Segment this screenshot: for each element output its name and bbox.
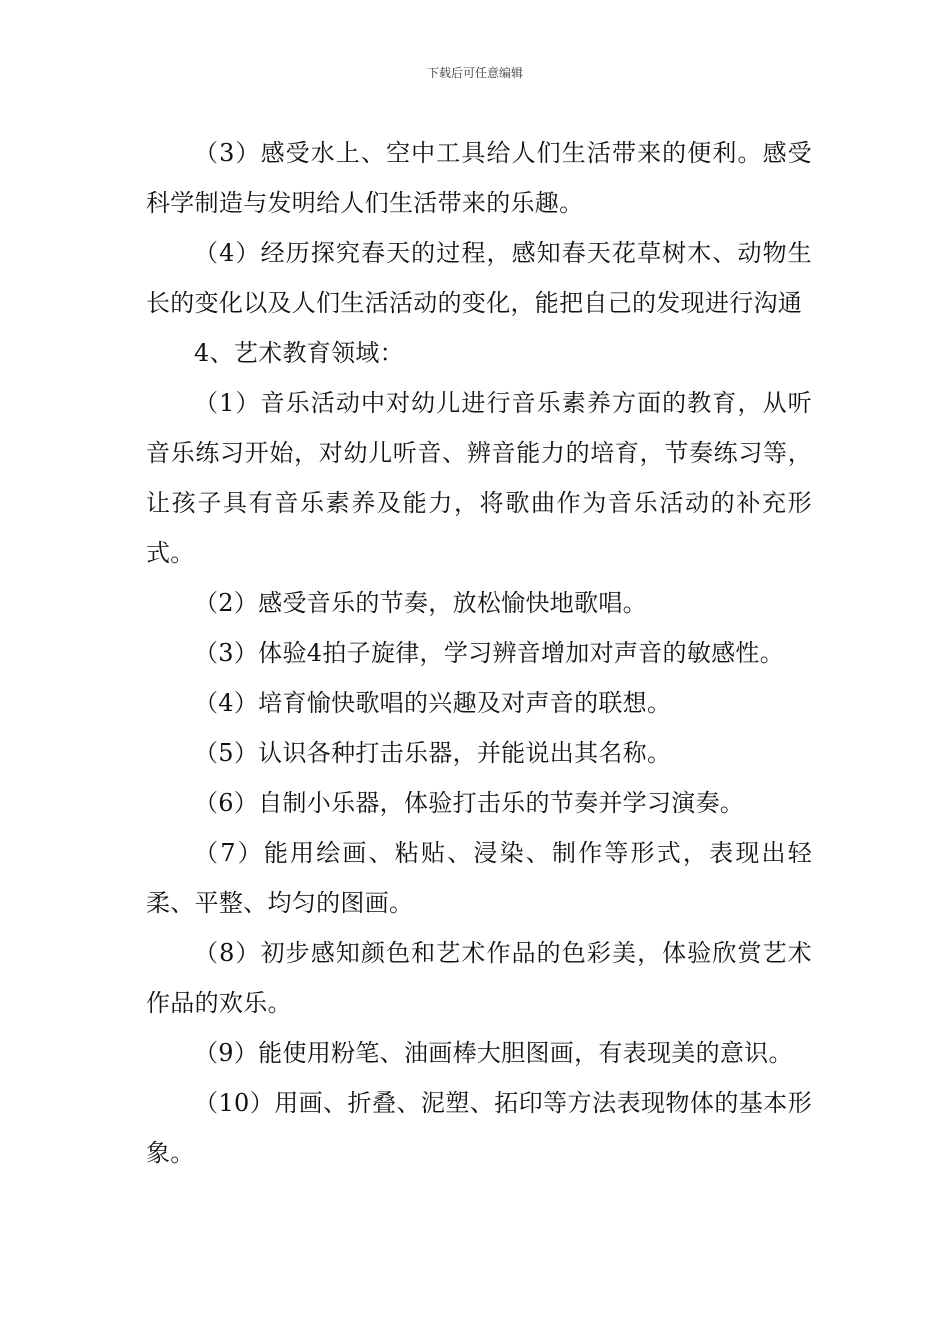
document-body bbox=[146, 128, 812, 1178]
paragraph-science-4: （4）经历探究春天的过程，感知春天花草树木、动物生长的变化以及人们生活活动的变化，能把自己的发现进行沟通 bbox=[146, 239, 812, 317]
paragraph-science-3: （3）感受水上、空中工具给人们生活带来的便利。感受科学制造与发明给人们生活带来的乐趣。 bbox=[146, 139, 812, 217]
paragraph-art-4: （4）培育愉快歌唱的兴趣及对声音的联想。 bbox=[194, 689, 672, 717]
paragraph-art-10: （10）用画、折叠、泥塑、拓印等方法表现物体的基本形象。 bbox=[146, 1089, 812, 1167]
paragraph-art-3: （3）体验4拍子旋律，学习辨音增加对声音的敏感性。 bbox=[194, 639, 785, 667]
paragraph-art-2: （2）感受音乐的节奏，放松愉快地歌唱。 bbox=[194, 589, 647, 617]
paragraph-art-5: （5）认识各种打击乐器，并能说出其名称。 bbox=[194, 739, 672, 767]
paragraph-art-1: （1）音乐活动中对幼儿进行音乐素养方面的教育，从听音乐练习开始，对幼儿听音、辨音能力的培育，节奏练习等，让孩子具有音乐素养及能力，将歌曲作为音乐活动的补充形式。 bbox=[146, 389, 812, 567]
paragraph-art-8: （8）初步感知颜色和艺术作品的色彩美，体验欣赏艺术作品的欢乐。 bbox=[146, 939, 812, 1017]
paragraph-art-6: （6）自制小乐器，体验打击乐的节奏并学习演奏。 bbox=[194, 789, 745, 817]
page-header: 下载后可任意编辑 bbox=[426, 66, 523, 80]
paragraph-art-9: （9）能使用粉笔、油画棒大胆图画，有表现美的意识。 bbox=[194, 1039, 793, 1067]
paragraph-art-7: （7）能用绘画、粘贴、浸染、制作等形式，表现出轻柔、平整、均匀的图画。 bbox=[146, 839, 812, 917]
section-heading-art: 4、艺术教育领域： bbox=[194, 339, 404, 367]
